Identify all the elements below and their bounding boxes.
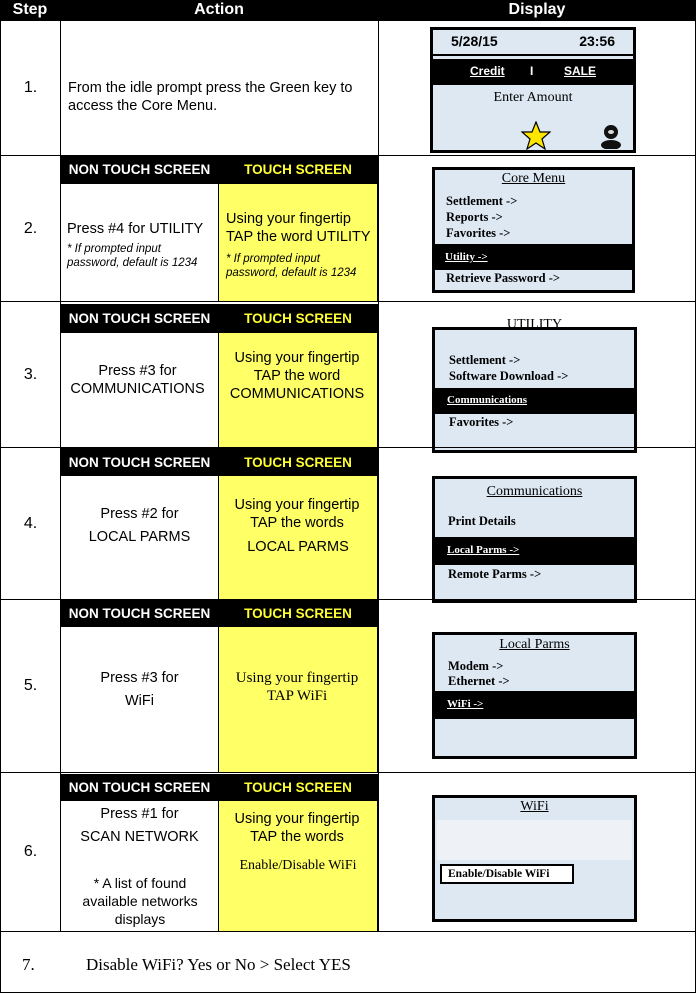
header-action: Action [60, 0, 378, 20]
star-icon[interactable] [521, 121, 551, 151]
step-4-touch-header: TOUCH SCREEN [218, 448, 378, 476]
step-5-number: 5. [0, 599, 61, 773]
step-4-touch-line2: LOCAL PARMS [247, 539, 349, 555]
step-3-non-touch-header: NON TOUCH SCREEN [60, 304, 219, 333]
menu-item-utility-selected[interactable]: Utility -> [435, 244, 634, 270]
step-6-non-touch-line2: SCAN NETWORK [80, 829, 199, 845]
screen-title: Local Parms [499, 637, 570, 652]
step-2-non-touch-text: Press #4 for UTILITY [67, 221, 204, 237]
menu-item-communications-selected[interactable]: Communications [435, 388, 634, 414]
step-6-touch-line1: Using your fingertip TAP the words [234, 811, 360, 846]
step-5-screen [432, 632, 637, 759]
step-2-touch-note: * If prompted input password, default is 1234 [226, 253, 357, 280]
screen-title: UTILITY [506, 317, 563, 332]
step-3-touch-header: TOUCH SCREEN [218, 304, 378, 333]
step-1-screen [430, 27, 636, 153]
step-4-screen [432, 476, 637, 603]
step-2-touch-header: TOUCH SCREEN [218, 155, 378, 184]
step-5-non-touch-line1: Press #3 for [100, 670, 179, 686]
step-3-non-touch-text: Press #3 for COMMUNICATIONS [70, 363, 205, 398]
step-6-non-touch-header: NON TOUCH SCREEN [60, 774, 219, 801]
step-7-number: 7. [22, 955, 35, 974]
screen-softkey-bar [433, 59, 633, 85]
credit-softkey[interactable]: Credit [470, 64, 505, 78]
menu-item-remote-parms[interactable]: Remote Parms -> [448, 567, 542, 581]
step-3-number: 3. [0, 301, 61, 448]
menu-item-wifi-selected[interactable]: WiFi -> [435, 691, 634, 719]
step-2-screen [432, 167, 635, 293]
menu-item-print-details[interactable]: Print Details [448, 514, 516, 528]
menu-item-favorites[interactable]: Favorites -> [449, 415, 514, 429]
step-6-touch-line2: Enable/Disable WiFi [239, 858, 357, 873]
screen-title: Core Menu [501, 171, 566, 186]
menu-item-settlement[interactable]: Settlement -> [446, 194, 518, 208]
menu-item-local-parms-selected[interactable]: Local Parms -> [435, 537, 634, 565]
screen-topbar [433, 54, 633, 56]
menu-item-ethernet[interactable]: Ethernet -> [448, 674, 510, 688]
step-2-non-touch-note: * If prompted input password, default is 1234 [67, 243, 198, 270]
header-display: Display [378, 0, 696, 20]
step-6-touch-header: TOUCH SCREEN [218, 774, 378, 801]
step-1-action-text: From the idle prompt press the Green key to access the Core Menu. [68, 80, 353, 115]
step-2-non-touch-header: NON TOUCH SCREEN [60, 155, 219, 184]
step-1-number: 1. [0, 20, 61, 156]
screen-date: 5/28/15 [451, 33, 498, 49]
step-4-non-touch-line2: LOCAL PARMS [88, 529, 191, 545]
user-icon[interactable] [599, 123, 623, 149]
network-list-area [437, 820, 632, 860]
step-2-touch-text: Using your fingertip TAP the word UTILITY [226, 211, 371, 246]
step-7-text: Disable WiFi? Yes or No > Select YES [86, 955, 351, 974]
softkey-separator: I [530, 64, 534, 78]
enter-amount-prompt: Enter Amount [493, 90, 573, 105]
enable-disable-wifi-option[interactable]: Enable/Disable WiFi [440, 864, 574, 884]
step-6-screen [432, 795, 637, 922]
step-5-touch-header: TOUCH SCREEN [218, 599, 378, 627]
menu-item-reports[interactable]: Reports -> [446, 210, 503, 224]
step-5-non-touch-header: NON TOUCH SCREEN [60, 599, 219, 627]
step-5-touch-text: Using your fingertip TAP WiFi [235, 670, 359, 704]
menu-item-favorites[interactable]: Favorites -> [446, 226, 511, 240]
step-3-screen [432, 317, 637, 453]
step-3-touch-text: Using your fingertip TAP the word COMMUNICATIONS [229, 350, 365, 403]
step-6-number: 6. [0, 772, 61, 932]
step-5-non-touch-line2: WiFi [125, 693, 154, 709]
step-6-non-touch-line1: Press #1 for [100, 806, 179, 822]
menu-item-modem[interactable]: Modem -> [448, 659, 504, 673]
menu-item-settlement[interactable]: Settlement -> [449, 353, 521, 367]
step-4-non-touch-header: NON TOUCH SCREEN [60, 448, 219, 476]
step-6-non-touch-note: * A list of found available networks displays [82, 875, 198, 928]
screen-title: Communications [486, 484, 583, 499]
screen-title: WiFi [520, 799, 549, 814]
menu-item-retrieve-password[interactable]: Retrieve Password -> [446, 271, 561, 285]
screen-time: 23:56 [579, 33, 615, 49]
header-step: Step [0, 0, 60, 20]
step-4-non-touch-line1: Press #2 for [100, 506, 179, 522]
sale-softkey[interactable]: SALE [564, 64, 597, 78]
menu-item-software-download[interactable]: Software Download -> [449, 369, 569, 383]
step-4-touch-line1: Using your fingertip TAP the words [234, 497, 360, 532]
step-4-number: 4. [0, 447, 61, 600]
step-2-number: 2. [0, 155, 61, 302]
